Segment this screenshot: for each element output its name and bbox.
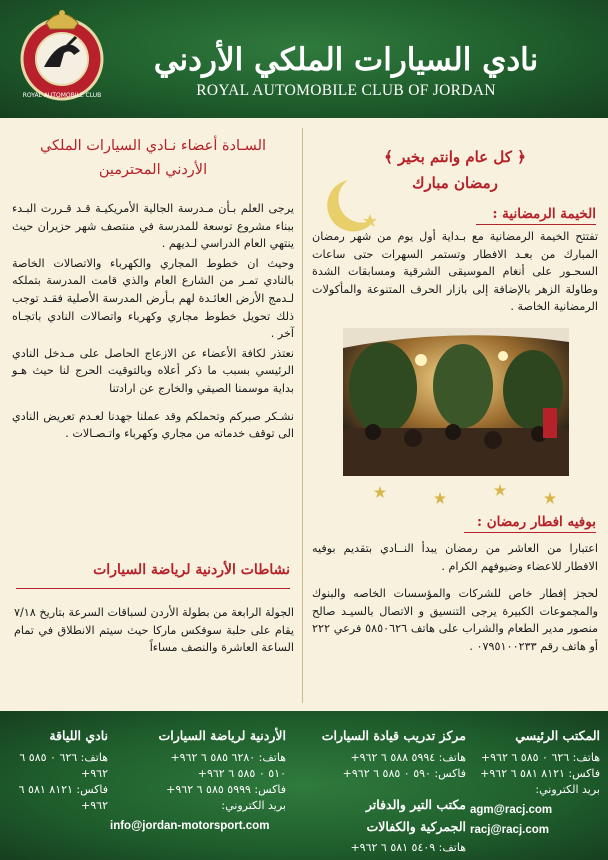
driving-center-phone: هاتف: ٥٩٩٤ ٥٨٨ ٦ ٩٦٢+ — [350, 751, 466, 764]
column-divider — [302, 128, 303, 703]
members-heading-line2: الأردني المحترمين — [98, 162, 208, 178]
crescent-moon-icon — [318, 176, 390, 236]
main-office-phone: هاتف: ٦٢٦ ٠ ٥٨٥ ٦ ٩٦٢+ — [480, 751, 600, 764]
motorsport-title: الأردنية لرياضة السيارات — [158, 728, 286, 743]
ramadan-tent-text: تفتتح الخيمة الرمضانية مع بـداية أول يوم من شهر رمضان المبارك من بعـد الافطار وتستمر السهرات حتى ساعات السحـور على أنغام الموسيقى الشرقية ومسابقات الشدة وطاولة الزهر بالإضافة إلى بازار الحرف المتنوعة والمأكولات الرمضانية الخاصة . — [312, 230, 598, 314]
greeting-ornament-right: ﴾ — [384, 148, 399, 166]
motorsport-email[interactable]: info@jordan-motorsport.com — [110, 820, 270, 832]
ramadan-tent-photo — [343, 328, 569, 476]
motorsport-email-label: بريد الكتروني: — [221, 799, 286, 812]
main-office-email-1[interactable]: agm@racj.com — [470, 804, 553, 816]
svg-text:ROYAL AUTOMOBILE CLUB: ROYAL AUTOMOBILE CLUB — [22, 92, 102, 99]
main-office-email-label: بريد الكتروني: — [535, 783, 600, 796]
motorsport-contact — [110, 728, 286, 834]
customs-office-contact — [318, 794, 466, 856]
motorsport-fax: فاكس: ٥٩٩٩ ٥٨٥ ٦ ٩٦٢+ — [166, 783, 286, 796]
driving-center-contact — [318, 728, 466, 782]
motorsport-phone: هاتف: ٦٢٨٠ ٥٨٥ ٦ ٩٦٢+ — [170, 751, 286, 764]
main-office-email-2[interactable]: racj@racj.com — [470, 824, 549, 836]
customs-office-title: مكتب التير والدفاتر الجمركية والكفالات — [365, 797, 466, 834]
sports-title-underline — [16, 588, 290, 589]
header-banner — [0, 0, 608, 118]
club-logo — [14, 3, 110, 103]
buffet-title-underline — [464, 532, 596, 533]
sports-activities-title: نشاطات الأردنية لرياضة السيارات — [93, 562, 290, 578]
customs-office-phone: هاتف: ٥٤٠٩ ٥٨١ ٦ ٩٦٢+ — [350, 841, 466, 854]
greeting-line-2: رمضان مبارك — [412, 174, 498, 192]
fitness-club-fax: فاكس: ٨١٢١ ٥٨١ ٦ ٩٦٢+ — [18, 783, 108, 812]
main-office-contact — [470, 728, 600, 838]
notice-paragraph-2: وحيث ان خطوط المجاري والكهرباء والاتصالات الخاصة بالنادي تمـر من الشارع العام والذي قامت المدرسة بتملكه لـدمج الأرض العائـدة لهم بـأرض المدرسة الأصلية فقـد توجب ذلك تحويل خطوط مجاري وكهرباء واتصالات النادي باتجـاه آخر . — [12, 256, 294, 341]
fitness-club-phone: هاتف: ٦٢٦ ٠ ٥٨٥ ٦ ٩٦٢+ — [19, 751, 108, 780]
ramadan-tent-title: الخيمة الرمضانية : — [492, 206, 596, 222]
driving-center-fax: فاكس: ٥٩٠ ٠ ٥٨٥ ٦ ٩٦٢+ — [342, 767, 466, 780]
iftar-buffet-text: اعتبارا من العاشر من رمضان يبدأ النــادي بتقديم بوفيه الافطار للاعضاء وضيوفهم الكرام . — [312, 542, 598, 573]
notice-paragraph-1: يرجى العلم بـأن مـدرسة الجالية الأمريكيـة قـد قـررت البـدء ببناء مشروع توسعة للمدرسة في منتصف شهر حزيران حيث ينتهي العام الدراسي لـديهم . — [12, 202, 294, 251]
decorative-stars — [316, 482, 598, 506]
main-office-title: المكتب الرئيسي — [515, 728, 600, 743]
fitness-club-title: نادي اللياقة — [49, 728, 108, 743]
motorsport-phone-2: ٥١٠ ٠ ٥٨٥ ٦ ٩٦٢+ — [197, 767, 286, 780]
fitness-club-contact — [8, 728, 108, 814]
club-title-arabic: نادي السيارات الملكي الأردني — [153, 42, 539, 78]
iftar-booking-text: لحجز إفطار خاص للشركات والمؤسسات الخاصه والبنوك والمجموعات الكبيرة يرجى التنسيق و الاتصال بالسيـد صالح منصور مدير الطعام والشراب على هاتف ٥٨٥٠٦٢٦ فرعي ٢٢٢ أو هاتف رقم ٠٧٩٥١٠٠٢٣٣ . — [312, 587, 598, 653]
driving-center-title: مركز تدريب قيادة السيارات — [321, 728, 466, 743]
tent-title-underline — [476, 224, 596, 225]
main-office-fax: فاكس: ٨١٢١ ٥٨١ ٦ ٩٦٢+ — [480, 767, 600, 780]
sports-activities-text: الجولة الرابعة من بطولة الأردن لسباقات السرعة بتاريخ ٧/١٨ يقام على حلبة سوفكس ماركا حيث سيتم الانطلاق في تمام الساعة العاشرة والنصف مساءاً — [14, 606, 294, 655]
notice-paragraph-3: نعتذر لكافة الأعضاء عن الازعاج الحاصل على مـدخل النادي الرئيسي بسبب ما ذكر أعلاه وبالتوقيت الحرج لنا حيث هـو بداية موسمنا الصيفي والخارج عن ارادتنا — [12, 346, 294, 395]
notice-paragraph-4: نشـكر صبركم وتحملكم وقد عملنا جهدنا لعـدم تعريض النادي الى توقف خدماته من مجاري وكهرباء واتـصـالات . — [12, 409, 294, 441]
members-heading — [12, 134, 294, 182]
greeting-ornament-left: ﴿ — [511, 148, 526, 166]
members-notice — [12, 200, 294, 443]
iftar-buffet-title: بوفيه افطار رمضان : — [477, 514, 596, 530]
greeting-line-1: ﴿ كل عام وانتم بخير ﴾ — [384, 148, 526, 166]
club-title-english: ROYAL AUTOMOBILE CLUB OF JORDAN — [196, 82, 496, 99]
tent-photo-image — [343, 328, 569, 476]
members-heading-line1: السـادة أعضاء نـادي السيارات الملكي — [39, 138, 267, 154]
